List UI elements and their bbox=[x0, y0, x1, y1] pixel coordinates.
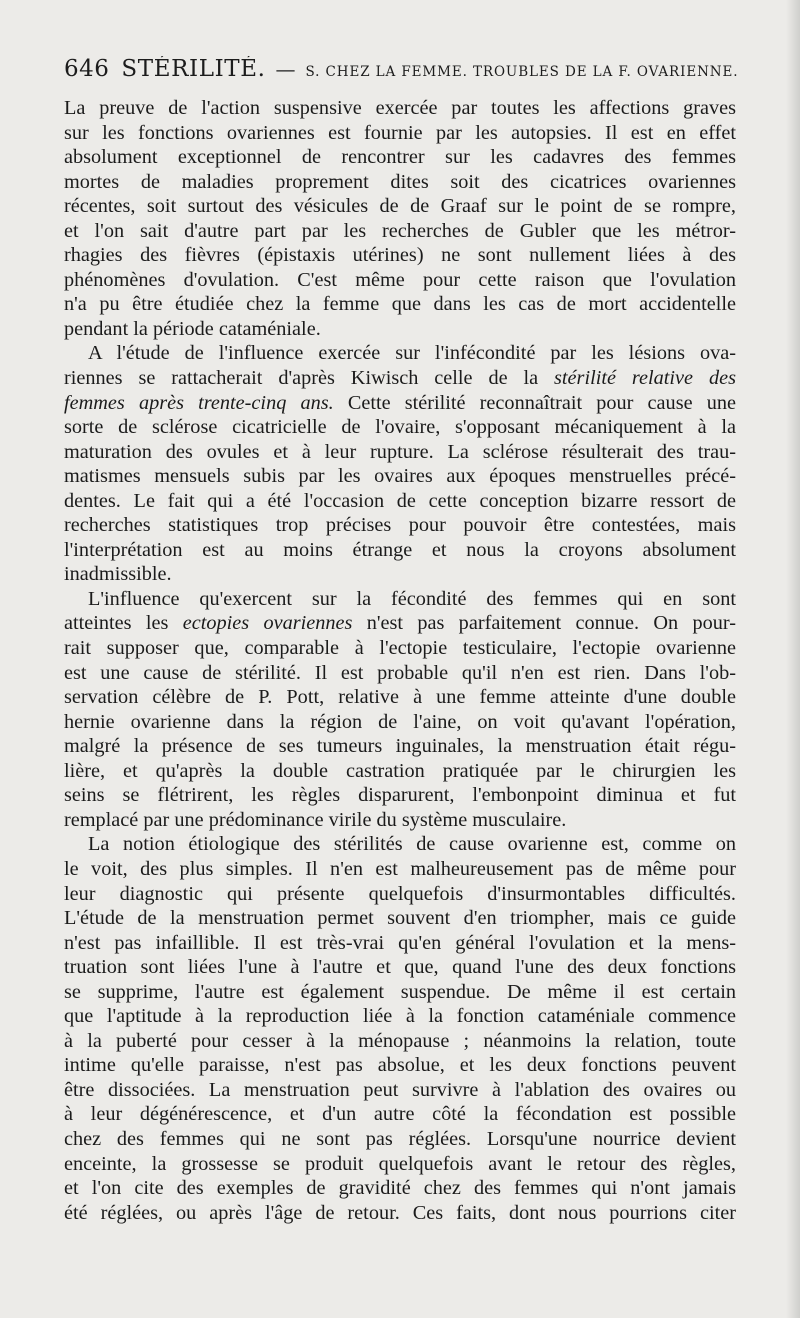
text-segment: et l'on sait d'autre part par les recherches de Gubler que les métror- bbox=[64, 219, 736, 242]
text-line bbox=[64, 710, 736, 735]
italic-term: femmes après trente-cinq ans. bbox=[64, 391, 334, 414]
text-line bbox=[64, 685, 736, 710]
text-line bbox=[64, 464, 736, 489]
text-line bbox=[64, 366, 736, 391]
text-line bbox=[64, 440, 736, 465]
text-segment: absolument exceptionnel de rencontrer sur les cadavres des femmes bbox=[64, 146, 736, 169]
paragraph-end-line bbox=[64, 562, 736, 587]
text-segment: phénomènes d'ovulation. C'est même pour cette raison que l'ovulation bbox=[64, 268, 736, 291]
text-line bbox=[64, 636, 736, 661]
text-segment: à la puberté pour cesser à la ménopause ; néanmoins la relation, toute bbox=[64, 1029, 736, 1052]
text-line bbox=[64, 243, 736, 268]
text-segment: rhagies des fièvres (épistaxis utérines) ne sont nullement liées à des bbox=[64, 244, 736, 267]
text-line bbox=[64, 170, 736, 195]
text-segment: truation sont liées l'une à l'autre et que, quand l'une des deux fonctions bbox=[64, 956, 736, 979]
page-number: 646 bbox=[64, 56, 110, 82]
text-line bbox=[64, 1201, 736, 1226]
text-line bbox=[64, 292, 736, 317]
text-line bbox=[64, 955, 736, 980]
text-segment: servation célèbre de P. Pott, relative à une femme atteinte d'une double bbox=[64, 686, 736, 709]
text-line bbox=[64, 219, 736, 244]
text-segment: que l'aptitude à la reproduction liée à la fonction cataméniale commence bbox=[64, 1005, 736, 1028]
text-segment: atteintes les bbox=[64, 612, 183, 635]
text-line bbox=[64, 1102, 736, 1127]
text-line bbox=[64, 96, 736, 121]
text-line bbox=[64, 489, 736, 514]
italic-term: ectopies ovariennes bbox=[182, 612, 353, 635]
text-segment: La preuve de l'action suspensive exercée par toutes les affections graves bbox=[64, 97, 736, 119]
text-segment: Cette stérilité reconnaîtrait pour cause une bbox=[333, 391, 736, 414]
text-line bbox=[64, 734, 736, 759]
page-edge-shadow bbox=[786, 0, 800, 1318]
text-segment: L'étude de la menstruation permet souvent d'en triompher, mais ce guide bbox=[64, 907, 736, 930]
text-line bbox=[64, 538, 736, 563]
text-line bbox=[64, 194, 736, 219]
text-segment: recherches statistiques trop précises pour pouvoir être contestées, mais bbox=[64, 514, 736, 537]
text-segment: sur les fonctions ovariennes est fournie par les autopsies. Il est en effet bbox=[64, 121, 736, 144]
text-segment: L'influence qu'exercent sur la fécondité des femmes qui en sont bbox=[88, 587, 736, 610]
text-segment: n'a pu être étudiée chez la femme que dans les cas de mort accidentelle bbox=[64, 293, 736, 316]
text-segment: sorte de sclérose cicatricielle de l'ovaire, s'opposant mécaniquement à la bbox=[64, 416, 736, 439]
running-subtitle: S. CHEZ LA FEMME. TROUBLES DE LA F. OVARIENNE. bbox=[305, 64, 739, 80]
text-segment: enceinte, la grossesse se produit quelquefois avant le retour des règles, bbox=[64, 1152, 736, 1175]
text-line bbox=[64, 391, 736, 416]
text-line bbox=[64, 882, 736, 907]
text-segment: le voit, des plus simples. Il n'en est malheureusement pas de même pour bbox=[64, 857, 736, 880]
text-segment: A l'étude de l'influence exercée sur l'infécondité par les lésions ova- bbox=[88, 342, 736, 365]
header-dash: — bbox=[275, 57, 296, 81]
text-line bbox=[64, 415, 736, 440]
text-segment: intime qu'elle paraisse, n'est pas absolue, et les deux fonctions peuvent bbox=[64, 1054, 736, 1077]
text-line bbox=[64, 980, 736, 1005]
text-line bbox=[64, 121, 736, 146]
text-segment: riennes se rattacherait d'après Kiwisch celle de la bbox=[64, 367, 555, 390]
body-text bbox=[64, 96, 736, 1225]
running-title: STÉRILITÉ. bbox=[121, 56, 266, 82]
text-segment: lière, et qu'après la double castration pratiquée par le chirurgien les bbox=[64, 759, 736, 782]
text-segment: n'est pas parfaitement connue. On pour- bbox=[352, 612, 736, 635]
paragraph-start-line bbox=[64, 832, 736, 857]
paragraph-start-line bbox=[64, 587, 736, 612]
text-segment: et l'on cite des exemples de gravidité chez des femmes qui n'ont jamais bbox=[64, 1177, 736, 1200]
text-segment: malgré la présence de ses tumeurs inguinales, la menstruation était régu- bbox=[64, 735, 736, 758]
text-segment: La notion étiologique des stérilités de cause ovarienne est, comme on bbox=[88, 833, 736, 856]
text-line bbox=[64, 268, 736, 293]
text-line bbox=[64, 1078, 736, 1103]
text-line bbox=[64, 1127, 736, 1152]
paragraph-end-line bbox=[64, 317, 736, 342]
text-line bbox=[64, 906, 736, 931]
text-segment: mortes de maladies proprement dites soit des cicatrices ovariennes bbox=[64, 170, 736, 193]
italic-term: stérilité relative des bbox=[554, 367, 736, 390]
text-segment: remplacé par une prédominance virile du système musculaire. bbox=[64, 808, 567, 831]
text-line bbox=[64, 661, 736, 686]
text-segment: récentes, soit surtout des vésicules de de Graaf sur le point de se rompre, bbox=[64, 195, 736, 218]
text-segment: n'est pas infaillible. Il est très-vrai qu'en général l'ovulation et la mens- bbox=[64, 931, 736, 954]
text-segment: chez des femmes qui ne sont pas réglées. Lorsqu'une nourrice devient bbox=[64, 1127, 736, 1150]
text-line bbox=[64, 513, 736, 538]
text-segment: être dissociées. La menstruation peut survivre à l'ablation des ovaires ou bbox=[64, 1078, 736, 1101]
text-segment: hernie ovarienne dans la région de l'aine, on voit qu'avant l'opération, bbox=[64, 710, 736, 733]
text-segment: été réglées, ou après l'âge de retour. Ces faits, dont nous pourrions citer bbox=[64, 1201, 736, 1224]
text-segment: inadmissible. bbox=[64, 563, 172, 586]
text-segment: matismes mensuels subis par les ovaires aux époques menstruelles précé- bbox=[64, 465, 736, 488]
text-segment: à leur dégénérescence, et d'un autre côté la fécondation est possible bbox=[64, 1103, 736, 1126]
text-segment: leur diagnostic qui présente quelquefois d'insurmontables difficultés. bbox=[64, 882, 736, 905]
text-line bbox=[64, 1004, 736, 1029]
text-line bbox=[64, 1176, 736, 1201]
text-segment: se supprime, l'autre est également suspendue. De même il est certain bbox=[64, 980, 736, 1003]
text-segment: dentes. Le fait qui a été l'occasion de cette conception bizarre ressort de bbox=[64, 489, 736, 512]
text-line bbox=[64, 759, 736, 784]
text-segment: est une cause de stérilité. Il est probable qu'il n'en est rien. Dans l'ob- bbox=[64, 661, 736, 684]
text-line bbox=[64, 611, 736, 636]
text-line bbox=[64, 783, 736, 808]
running-header bbox=[64, 56, 744, 88]
paragraph-start-line bbox=[64, 341, 736, 366]
text-line bbox=[64, 857, 736, 882]
paragraph-end-line bbox=[64, 808, 736, 833]
text-segment: rait supposer que, comparable à l'ectopie testiculaire, l'ectopie ovarienne bbox=[64, 637, 736, 660]
text-segment: l'interprétation est au moins étrange et nous la croyons absolument bbox=[64, 538, 736, 561]
text-segment: pendant la période cataméniale. bbox=[64, 317, 321, 340]
text-line bbox=[64, 145, 736, 170]
text-line bbox=[64, 1053, 736, 1078]
text-line bbox=[64, 1152, 736, 1177]
text-segment: seins se flétrirent, les règles disparurent, l'embonpoint diminua et fut bbox=[64, 784, 736, 807]
text-segment: maturation des ovules et à leur rupture. La sclérose résulterait des trau- bbox=[64, 440, 736, 463]
text-line bbox=[64, 1029, 736, 1054]
text-line bbox=[64, 931, 736, 956]
